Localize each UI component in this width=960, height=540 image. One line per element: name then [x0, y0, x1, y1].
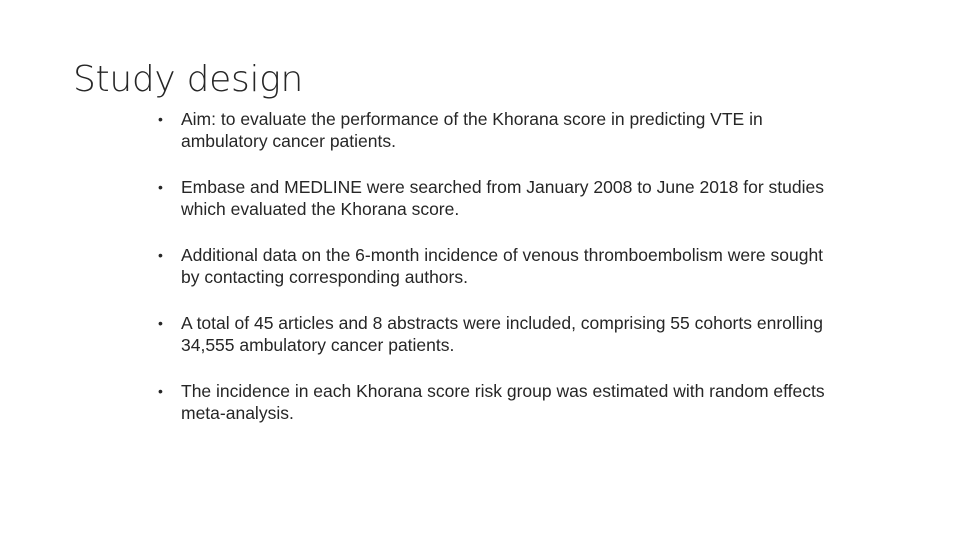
bullet-dot-icon: •: [158, 315, 163, 331]
bullet-text: A total of 45 articles and 8 abstracts were included, comprising 55 cohorts enrolling 34,555 ambulatory cancer patients.: [181, 313, 824, 355]
bullet-dot-icon: •: [158, 179, 163, 195]
bullet-dot-icon: •: [158, 383, 163, 399]
bullet-list: [158, 108, 828, 448]
bullet-item-meta-analysis: [158, 380, 828, 424]
bullet-item-search: [158, 176, 828, 220]
bullet-dot-icon: •: [158, 111, 163, 127]
bullet-item-included-studies: [158, 312, 828, 356]
bullet-text: Aim: to evaluate the performance of the Khorana score in predicting VTE in ambulatory cancer patients.: [181, 109, 763, 151]
slide-title: Study design: [73, 59, 303, 100]
bullet-text: Additional data on the 6-month incidence of venous thromboembolism were sought by contacting corresponding authors.: [181, 245, 824, 287]
bullet-dot-icon: •: [158, 247, 163, 263]
bullet-text: The incidence in each Khorana score risk group was estimated with random effects meta-analysis.: [181, 381, 825, 423]
bullet-item-aim: [158, 108, 828, 152]
bullet-text: Embase and MEDLINE were searched from January 2008 to June 2018 for studies which evaluated the Khorana score.: [181, 177, 824, 219]
bullet-item-additional-data: [158, 244, 828, 288]
